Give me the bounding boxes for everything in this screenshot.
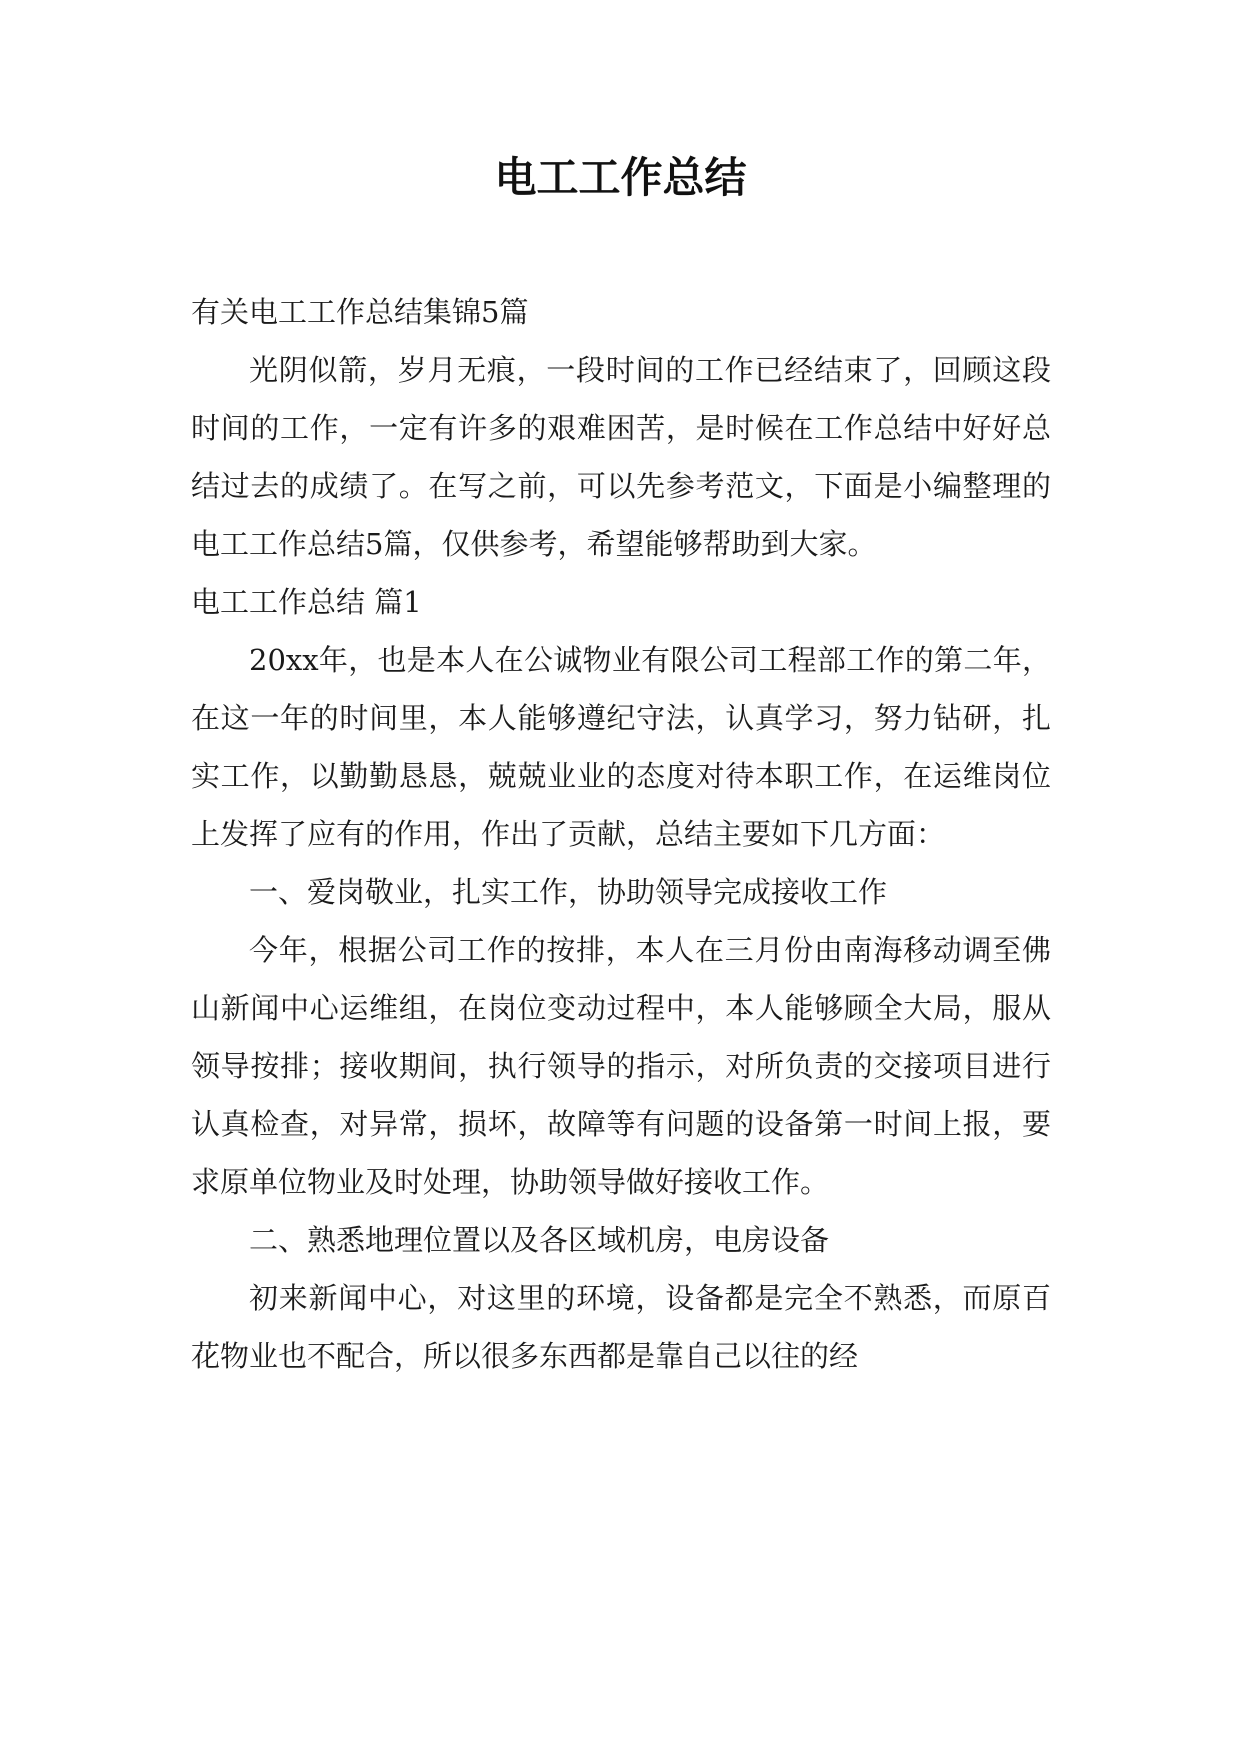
body-paragraph: 今年，根据公司工作的按排，本人在三月份由南海移动调至佛山新闻中心运维组，在岗位变动过程中，本人能够顾全大局，服从领导按排；接收期间，执行领导的指示，对所负责的交接项目进行认真检查，对异常，损坏，故障等有问题的设备第一时间上报，要求原单位物业及时处理，协助领导做好接收工作。: [191, 933, 1051, 1199]
document-title: 电工工作总结: [494, 153, 747, 202]
document-subtitle: 有关电工工作总结集锦5篇: [191, 295, 529, 329]
body-paragraph: 20xx年，也是本人在公诚物业有限公司工程部工作的第二年，在这一年的时间里，本人能够遵纪守法，认真学习，努力钻研，扎实工作，以勤勤恳恳，兢兢业业的态度对待本职工作，在运维岗位上发挥了应有的作用，作出了贡献，总结主要如下几方面：: [191, 643, 1051, 851]
section-heading: 电工工作总结 篇1: [191, 585, 422, 619]
point-heading: 二、熟悉地理位置以及各区域机房，电房设备: [249, 1223, 830, 1257]
body-paragraph: 初来新闻中心，对这里的环境，设备都是完全不熟悉，而原百花物业也不配合，所以很多东西都是靠自己以往的经: [191, 1281, 1051, 1373]
point-heading: 一、爱岗敬业，扎实工作，协助领导完成接收工作: [249, 875, 888, 909]
intro-paragraph: 光阴似箭，岁月无痕，一段时间的工作已经结束了，回顾这段时间的工作，一定有许多的艰难困苦，是时候在工作总结中好好总结过去的成绩了。在写之前，可以先参考范文，下面是小编整理的电工工作总结5篇，仅供参考，希望能够帮助到大家。: [191, 353, 1051, 561]
document-body: [191, 283, 1051, 1385]
